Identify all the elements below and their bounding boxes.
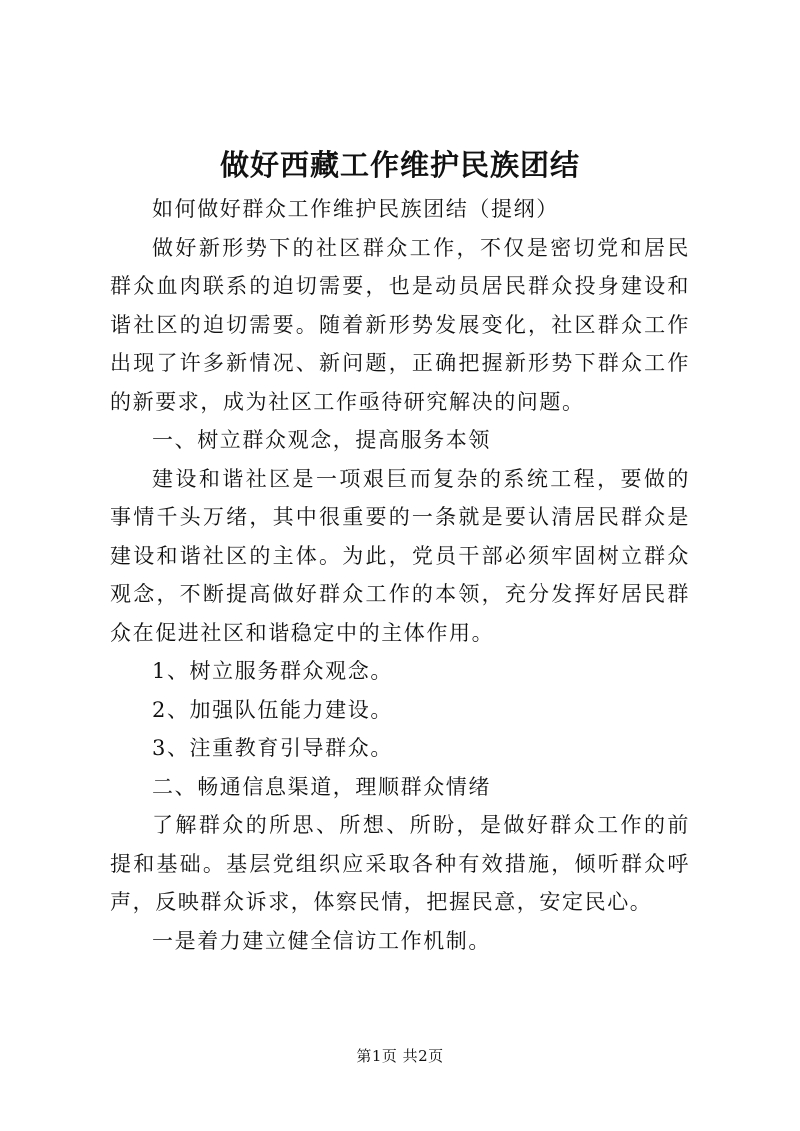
paragraph-point-1: 一是着力建立健全信访工作机制。 xyxy=(152,928,491,953)
paragraph-section-2: 了解群众的所思、所想、所盼，是做好群众工作的前提和基础。基层党组织应采取各种有效措施，倾听群众呼声，反映群众诉求，体察民情，把握民意，安定民心。 xyxy=(110,813,690,914)
list-item-3: 3、注重教育引导群众。 xyxy=(152,736,393,760)
paragraph-subtitle: 如何做好群众工作维护民族团结（提纲） xyxy=(152,197,559,221)
list-item-2: 2、加强队伍能力建设。 xyxy=(152,697,393,722)
list-item-1: 1、树立服务群众观念。 xyxy=(152,659,393,683)
paragraph-intro: 做好新形势下的社区群众工作，不仅是密切党和居民群众血肉联系的迫切需要，也是动员居民群众投身建设和谐社区的迫切需要。随着新形势发展变化，社区群众工作出现了许多新情况、新问题，正确把握新形势下群众工作的新要求，成为社区工作亟待研究解决的问题。 xyxy=(110,235,690,414)
section-heading-1: 一、树立群众观念，提高服务本领 xyxy=(152,428,491,452)
document-body xyxy=(110,190,690,960)
section-heading-2: 二、畅通信息渠道，理顺群众情绪 xyxy=(152,774,491,799)
page-footer: 第1页 共2页 xyxy=(356,1047,444,1065)
paragraph-section-1: 建设和谐社区是一项艰巨而复杂的系统工程，要做的事情千头万绪，其中很重要的一条就是要认清居民群众是建设和谐社区的主体。为此，党员干部必须牢固树立群众观念，不断提高做好群众工作的本领，充分发挥好居民群众在促进社区和谐稳定中的主体作用。 xyxy=(110,466,690,645)
document-title: 做好西藏工作维护民族团结 xyxy=(219,148,580,182)
